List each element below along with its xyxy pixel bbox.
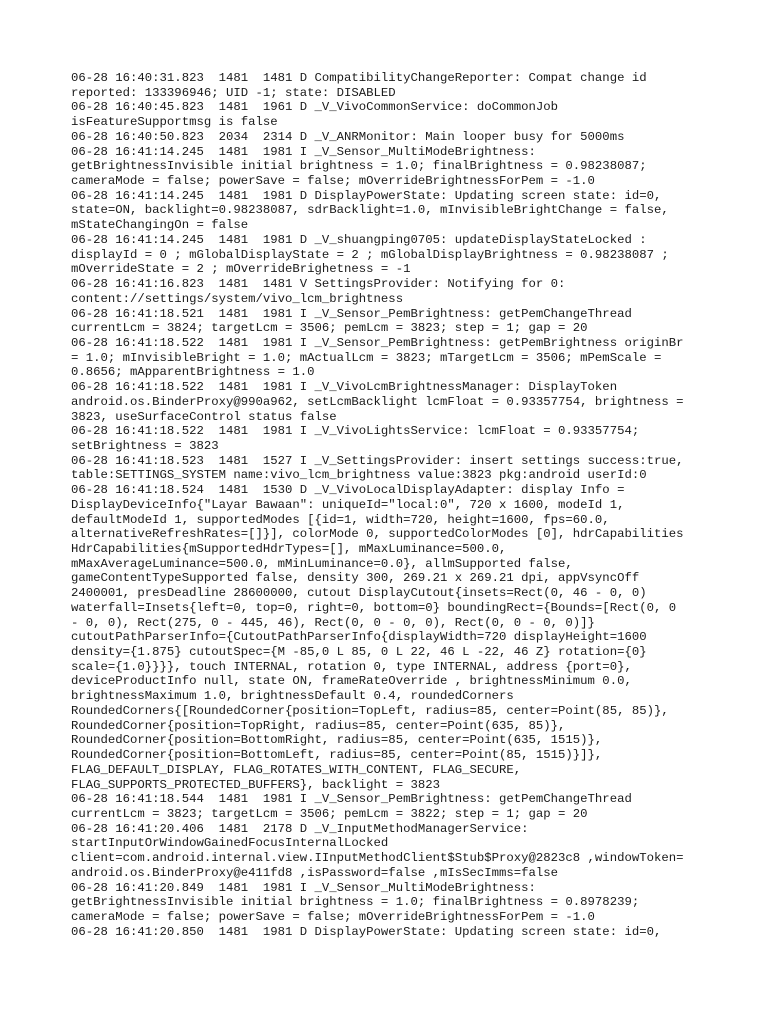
log-line: startInputOrWindowGainedFocusInternalLocked bbox=[71, 836, 389, 851]
log-line: brightnessMaximum 1.0, brightnessDefault 0.4, roundedCorners bbox=[71, 689, 514, 704]
log-line: mOverrideState = 2 ; mOverrideBrighetness = -1 bbox=[71, 262, 411, 277]
log-line: RoundedCorner{position=BottomLeft, radius=85, center=Point(85, 1515)}]}, bbox=[71, 748, 603, 763]
log-line: 06-28 16:40:50.823 2034 2314 D _V_ANRMonitor: Main looper busy for 5000ms bbox=[71, 129, 625, 144]
log-line: 06-28 16:40:31.823 1481 1481 D CompatibilityChangeReporter: Compat change id bbox=[71, 71, 647, 85]
log-line: deviceProductInfo null, state ON, frameRateOverride , brightnessMinimum 0.0, bbox=[71, 674, 632, 689]
log-line: 06-28 16:41:18.522 1481 1981 I _V_VivoLightsService: lcmFloat = 0.93357754; bbox=[71, 424, 640, 439]
log-line: displayId = 0 ; mGlobalDisplayState = 2 ; mGlobalDisplayBrightness = 0.98238087 ; bbox=[71, 247, 669, 262]
log-line: alternativeRefreshRates=[]}], colorMode 0, supportedColorModes [0], hdrCapabilities bbox=[71, 527, 684, 542]
log-line: 3823, useSurfaceControl status false bbox=[71, 409, 337, 424]
log-line: FLAG_DEFAULT_DISPLAY, FLAG_ROTATES_WITH_CONTENT, FLAG_SECURE, bbox=[71, 762, 522, 777]
log-line: getBrightnessInvisible initial brightness = 1.0; finalBrightness = 0.98238087; bbox=[71, 159, 647, 174]
log-line: mStateChangingOn = false bbox=[71, 218, 249, 233]
log-line: android.os.BinderProxy@990a962, setLcmBacklight lcmFloat = 0.93357754, brightness = bbox=[71, 394, 684, 409]
log-line: android.os.BinderProxy@e411fd8 ,isPassword=false ,mIsSecImms=false bbox=[71, 865, 559, 880]
log-line: 06-28 16:41:14.245 1481 1981 D DisplayPowerState: Updating screen state: id=0, bbox=[71, 188, 662, 203]
log-line: 2400001, presDeadline 28600000, cutout DisplayCutout{insets=Rect(0, 46 - 0, 0) bbox=[71, 586, 647, 601]
log-line: 0.8656; mApparentBrightness = 1.0 bbox=[71, 365, 315, 380]
log-line: isFeatureSupportmsg is false bbox=[71, 115, 278, 130]
log-line: RoundedCorner{position=BottomRight, radius=85, center=Point(635, 1515)}, bbox=[71, 733, 603, 748]
log-line: setBrightness = 3823 bbox=[71, 438, 219, 453]
log-line: density={1.875} cutoutSpec={M -85,0 L 85, 0 L 22, 46 L -22, 46 Z} rotation={0} bbox=[71, 645, 647, 660]
log-line: 06-28 16:41:18.544 1481 1981 I _V_Sensor_PemBrightness: getPemChangeThread bbox=[71, 792, 632, 807]
log-line: 06-28 16:41:14.245 1481 1981 D _V_shuangping0705: updateDisplayStateLocked : bbox=[71, 232, 647, 247]
log-line: 06-28 16:41:18.521 1481 1981 I _V_Sensor_PemBrightness: getPemChangeThread bbox=[71, 306, 632, 321]
log-line: 06-28 16:41:16.823 1481 1481 V SettingsProvider: Notifying for 0: bbox=[71, 277, 566, 292]
log-text-block bbox=[71, 71, 701, 939]
log-line: cameraMode = false; powerSave = false; mOverrideBrightnessForPem = -1.0 bbox=[71, 909, 595, 924]
log-line: DisplayDeviceInfo{"Layar Bawaan": uniqueId="local:0", 720 x 1600, modeId 1, bbox=[71, 497, 625, 512]
log-line: 06-28 16:41:18.523 1481 1527 I _V_SettingsProvider: insert settings success:true, bbox=[71, 453, 684, 468]
log-line: RoundedCorner{position=TopRight, radius=85, center=Point(635, 85)}, bbox=[71, 718, 566, 733]
log-line: reported: 133396946; UID -1; state: DISABLED bbox=[71, 85, 396, 100]
log-line: 06-28 16:41:20.850 1481 1981 D DisplayPowerState: Updating screen state: id=0, bbox=[71, 924, 662, 939]
log-line: cutoutPathParserInfo={CutoutPathParserInfo{displayWidth=720 displayHeight=1600 bbox=[71, 630, 647, 645]
log-line: currentLcm = 3824; targetLcm = 3506; pemLcm = 3823; step = 1; gap = 20 bbox=[71, 321, 588, 336]
log-line: table:SETTINGS_SYSTEM name:vivo_lcm_brightness value:3823 pkg:android userId:0 bbox=[71, 468, 647, 483]
log-line: 06-28 16:40:45.823 1481 1961 D _V_VivoCommonService: doCommonJob bbox=[71, 100, 559, 115]
log-line: getBrightnessInvisible initial brightness = 1.0; finalBrightness = 0.8978239; bbox=[71, 895, 640, 910]
log-line: 06-28 16:41:18.522 1481 1981 I _V_VivoLcmBrightnessManager: DisplayToken bbox=[71, 380, 618, 395]
log-line: defaultModeId 1, supportedModes [{id=1, width=720, height=1600, fps=60.0, bbox=[71, 512, 610, 527]
log-line: cameraMode = false; powerSave = false; mOverrideBrightnessForPem = -1.0 bbox=[71, 174, 595, 189]
log-line: 06-28 16:41:14.245 1481 1981 I _V_Sensor_MultiModeBrightness: bbox=[71, 144, 536, 159]
log-line: RoundedCorners{[RoundedCorner{position=TopLeft, radius=85, center=Point(85, 85)}, bbox=[71, 703, 669, 718]
log-line: gameContentTypeSupported false, density 300, 269.21 x 269.21 dpi, appVsyncOff bbox=[71, 571, 640, 586]
log-line: client=com.android.internal.view.IInputMethodClient$Stub$Proxy@2823c8 ,windowToken= bbox=[71, 851, 684, 866]
log-line: state=ON, backlight=0.98238087, sdrBacklight=1.0, mInvisibleBrightChange = false, bbox=[71, 203, 669, 218]
log-line: 06-28 16:41:18.524 1481 1530 D _V_VivoLocalDisplayAdapter: display Info = bbox=[71, 483, 625, 498]
log-line: = 1.0; mInvisibleBright = 1.0; mActualLcm = 3823; mTargetLcm = 3506; mPemScale = bbox=[71, 350, 662, 365]
log-line: 06-28 16:41:20.849 1481 1981 I _V_Sensor_MultiModeBrightness: bbox=[71, 880, 536, 895]
log-line: scale={1.0}}}}, touch INTERNAL, rotation 0, type INTERNAL, address {port=0}, bbox=[71, 659, 632, 674]
log-line: waterfall=Insets{left=0, top=0, right=0, bottom=0} boundingRect={Bounds=[Rect(0, 0 bbox=[71, 600, 677, 615]
log-line: mMaxAverageLuminance=500.0, mMinLuminance=0.0}, allmSupported false, bbox=[71, 556, 573, 571]
log-line: 06-28 16:41:20.406 1481 2178 D _V_InputMethodManagerService: bbox=[71, 821, 529, 836]
log-line: 06-28 16:41:18.522 1481 1981 I _V_Sensor_PemBrightness: getPemBrightness originBr bbox=[71, 335, 684, 350]
log-line: content://settings/system/vivo_lcm_brightness bbox=[71, 291, 404, 306]
log-line: currentLcm = 3823; targetLcm = 3506; pemLcm = 3822; step = 1; gap = 20 bbox=[71, 806, 588, 821]
log-line: HdrCapabilities{mSupportedHdrTypes=[], mMaxLuminance=500.0, bbox=[71, 542, 507, 556]
log-line: FLAG_SUPPORTS_PROTECTED_BUFFERS}, backlight = 3823 bbox=[71, 777, 440, 792]
log-line: - 0, 0), Rect(275, 0 - 445, 46), Rect(0, 0 - 0, 0), Rect(0, 0 - 0, 0)]} bbox=[71, 615, 595, 630]
